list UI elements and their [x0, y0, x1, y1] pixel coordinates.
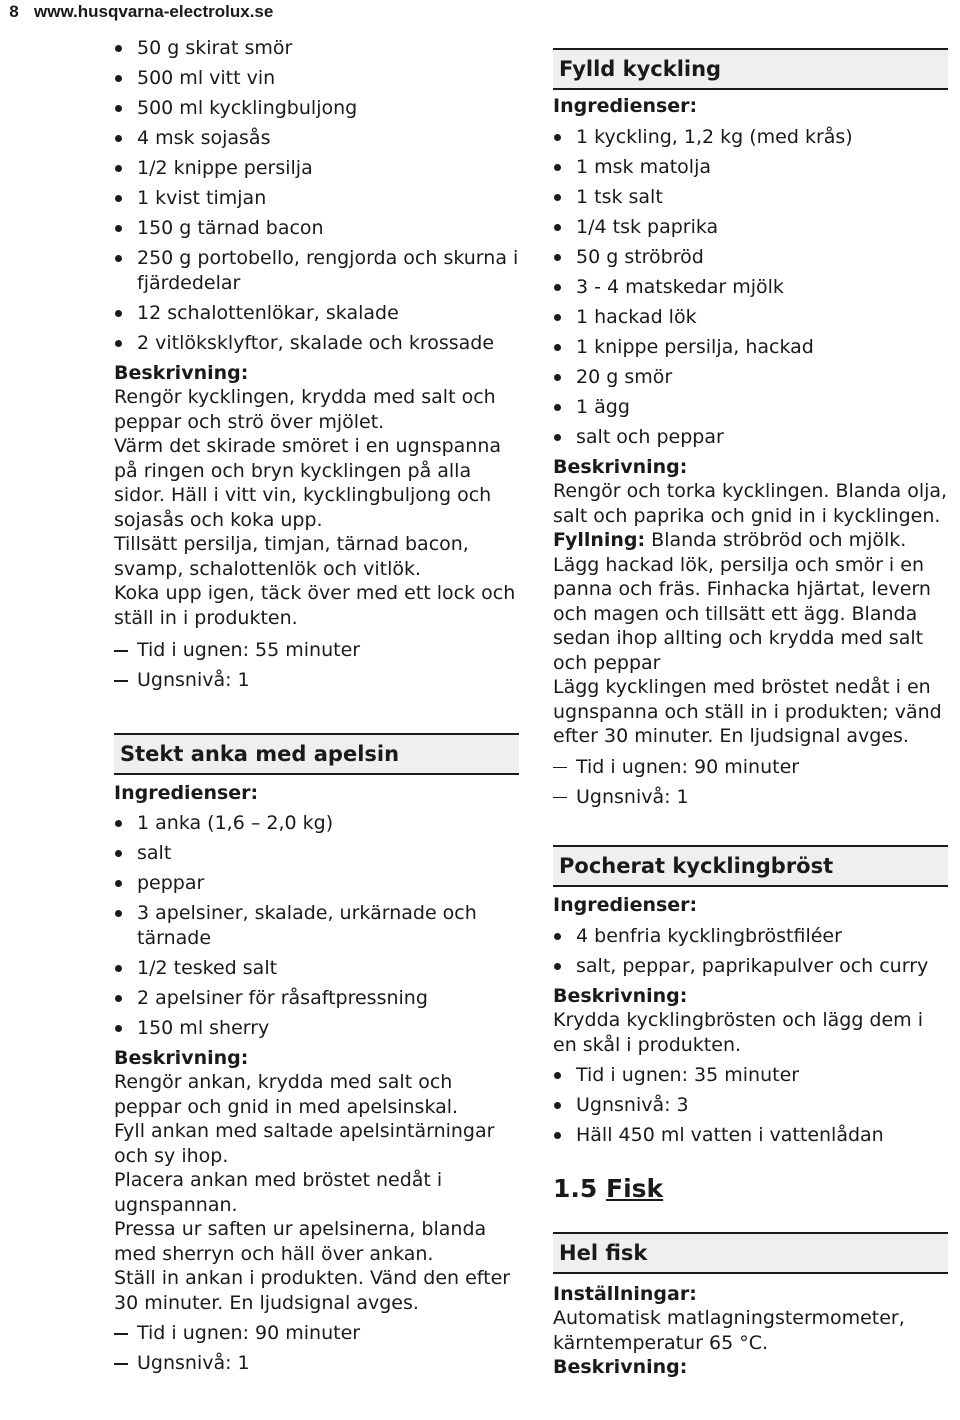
setting-item: Ugnsnivå: 1 — [114, 668, 519, 693]
list-item: 1 tsk salt — [553, 185, 948, 210]
chapter-title-link[interactable]: Fisk — [606, 1173, 664, 1203]
ingredient-list — [553, 125, 948, 450]
ingredients-label: Ingredienser: — [553, 894, 698, 916]
filling-label: Fyllning: — [553, 529, 646, 551]
chapter-number: 1.5 — [553, 1173, 598, 1203]
list-item: 4 msk sojasås — [114, 126, 519, 151]
description-paragraph: Krydda kycklingbrösten och lägg dem i en skål i produkten. — [553, 1009, 924, 1056]
description-paragraph: Rengör ankan, krydda med salt och peppar och gnid in med apelsinskal. — [114, 1071, 459, 1118]
setting-item: Ugnsnivå: 1 — [114, 1351, 519, 1376]
list-item: 500 ml vitt vin — [114, 66, 519, 91]
section-heading-stuffed-chicken: Fylld kyckling — [553, 48, 948, 90]
list-item: 1 knippe persilja, hackad — [553, 335, 948, 360]
settings-list — [553, 755, 948, 810]
ingredient-list — [114, 811, 519, 1040]
list-item: 1/2 knippe persilja — [114, 156, 519, 181]
description-label: Beskrivning: — [553, 455, 688, 478]
description-paragraph: Placera ankan med bröstet nedåt i ugnspannan. — [114, 1169, 443, 1216]
list-item: 2 apelsiner för råsaftpressning — [114, 986, 519, 1011]
setting-item: Tid i ugnen: 55 minuter — [114, 638, 519, 663]
description-paragraph: Lägg kycklingen med bröstet nedåt i en ugnspanna och ställ in i produkten; vänd efter 30 minuter. En ljudsignal avges. — [553, 676, 942, 747]
list-item: 1/4 tsk paprika — [553, 215, 948, 240]
settings-list — [114, 638, 519, 693]
list-item: 150 g tärnad bacon — [114, 216, 519, 241]
description-label: Beskrivning: — [553, 1356, 688, 1378]
description-label: Beskrivning: — [114, 361, 249, 384]
description-paragraph: Fyll ankan med saltade apelsintärningar och sy ihop. — [114, 1120, 495, 1167]
list-item: 20 g smör — [553, 365, 948, 390]
description-paragraph: Ställ in ankan i produkten. Vänd den efter 30 minuter. En ljudsignal avges. — [114, 1267, 511, 1314]
filling-text: Blanda ströbröd och mjölk. Lägg hackad lök, persilja och smör i en panna och fräs. Finhacka hjärtat, levern och magen och tillsätt ett ägg. Blanda sedan ihop allting och krydda med salt och peppar — [553, 529, 931, 674]
setting-item: Häll 450 ml vatten i vattenlådan — [553, 1123, 948, 1148]
settings-list — [553, 1063, 948, 1148]
website-url[interactable]: www.husqvarna-electrolux.se — [34, 2, 274, 21]
setting-item: Tid i ugnen: 35 minuter — [553, 1063, 948, 1088]
list-item: 1 hackad lök — [553, 305, 948, 330]
description-paragraph: Pressa ur saften ur apelsinerna, blanda med sherryn och häll över ankan. — [114, 1218, 487, 1265]
setting-item: Ugnsnivå: 1 — [553, 785, 948, 810]
filling-paragraph — [553, 528, 948, 675]
list-item: 50 g skirat smör — [114, 36, 519, 61]
list-item: salt, peppar, paprikapulver och curry — [553, 954, 948, 979]
ingredient-list — [553, 924, 948, 979]
page-number: 8 — [9, 2, 19, 21]
setting-item: Tid i ugnen: 90 minuter — [114, 1321, 519, 1346]
list-item: 500 ml kycklingbuljong — [114, 96, 519, 121]
section-heading-duck: Stekt anka med apelsin — [114, 733, 519, 775]
list-item: salt och peppar — [553, 425, 948, 450]
list-item: 3 apelsiner, skalade, urkärnade och tärnade — [114, 901, 519, 950]
description-paragraph: Värm det skirade smöret i en ugnspanna på ringen och bryn kycklingen på alla sidor. Häll i vitt vin, kycklingbuljong och sojasås och koka upp. — [114, 435, 502, 531]
list-item: 1 anka (1,6 – 2,0 kg) — [114, 811, 519, 836]
description-paragraph: Rengör kycklingen, krydda med salt och peppar och strö över mjölet. — [114, 386, 496, 433]
ingredients-label: Ingredienser: — [114, 781, 259, 804]
list-item: 12 schalottenlökar, skalade — [114, 301, 519, 326]
list-item: 250 g portobello, rengjorda och skurna i fjärdedelar — [114, 246, 519, 295]
list-item: 1/2 tesked salt — [114, 956, 519, 981]
ingredient-list — [114, 36, 519, 355]
list-item: 2 vitlöksklyftor, skalade och krossade — [114, 331, 519, 356]
settings-paragraph: Automatisk matlagningstermometer, kärntemperatur 65 °C. — [553, 1307, 905, 1354]
right-column — [553, 48, 948, 1380]
page-header — [0, 0, 273, 24]
setting-item: Tid i ugnen: 90 minuter — [553, 755, 948, 780]
description-label: Beskrivning: — [114, 1046, 249, 1069]
list-item: 150 ml sherry — [114, 1016, 519, 1041]
chapter-heading — [553, 1174, 948, 1204]
setting-item: Ugnsnivå: 3 — [553, 1093, 948, 1118]
list-item: salt — [114, 841, 519, 866]
list-item: 1 ägg — [553, 395, 948, 420]
list-item: 1 kyckling, 1,2 kg (med krås) — [553, 125, 948, 150]
list-item: 4 benfria kycklingbröstfiléer — [553, 924, 948, 949]
settings-label: Inställningar: — [553, 1282, 697, 1305]
list-item: 1 msk matolja — [553, 155, 948, 180]
description-paragraph: Tillsätt persilja, timjan, tärnad bacon, svamp, schalottenlök och vitlök. — [114, 533, 469, 580]
left-column — [114, 36, 519, 1381]
settings-list — [114, 1321, 519, 1376]
list-item: peppar — [114, 871, 519, 896]
list-item: 50 g ströbröd — [553, 245, 948, 270]
description-label: Beskrivning: — [553, 984, 688, 1007]
description-paragraph: Rengör och torka kycklingen. Blanda olja, salt och paprika och gnid in i kycklingen. — [553, 480, 948, 527]
description-paragraph: Koka upp igen, täck över med ett lock och ställ in i produkten. — [114, 582, 516, 629]
list-item: 1 kvist timjan — [114, 186, 519, 211]
section-heading-whole-fish: Hel fisk — [553, 1232, 948, 1274]
section-heading-poached-chicken: Pocherat kycklingbröst — [553, 845, 948, 887]
ingredients-label: Ingredienser: — [553, 95, 698, 117]
list-item: 3 - 4 matskedar mjölk — [553, 275, 948, 300]
